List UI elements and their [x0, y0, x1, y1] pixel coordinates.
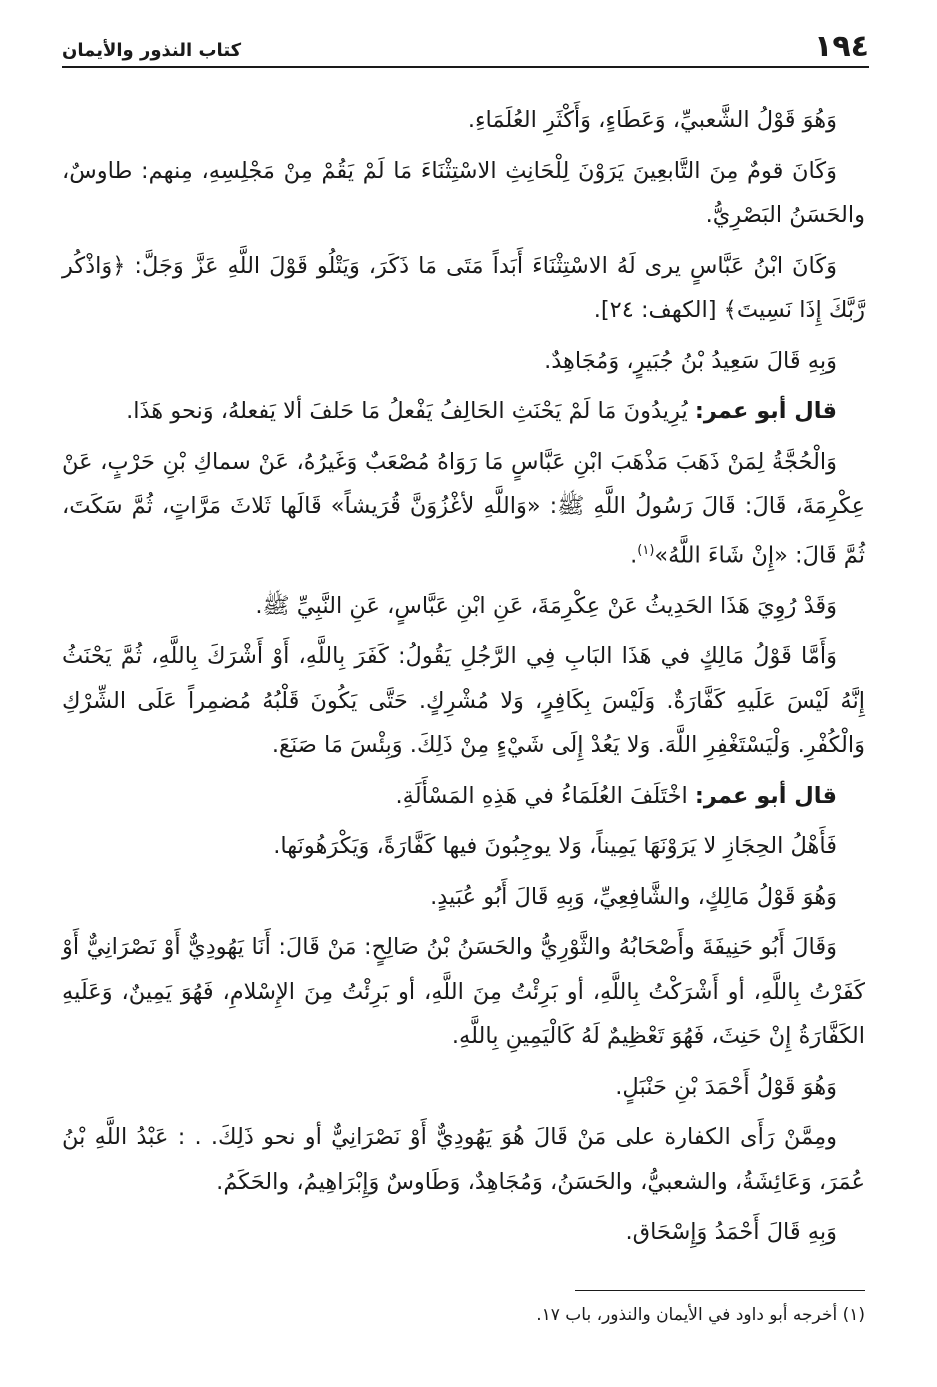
- paragraph: [62, 1210, 865, 1255]
- paragraph-text: فَأَهْلُ الحِجَازِ لا يَرَوْنَهَا يَمِيناً، وَلا يوجِبُونَ فيها كَفَّارَةً، وَيَكْرَهُونَها.: [273, 833, 837, 859]
- paragraph-text: ومِمَّنْ رَأَى الكفارة على مَنْ قَالَ هُوَ يَهُودِيٌّ أَوْ نَصْرَانِيٌّ أو نحو ذَلِكَ. . : عَبْدُ اللَّهِ بْنُ عُمَرَ، وَعَائِشَةُ، والشعبيُّ، والحَسَنُ، وَمُجَاهِدٌ، وَطَاوسٌ وَإِبْرَاهِيمُ، والحَكَمُ.: [62, 1124, 865, 1195]
- paragraph: [62, 98, 865, 143]
- paragraph-text: وَقَدْ رُوِيَ هَذَا الحَدِيثُ عَنْ عِكْرِمَةَ، عَنِ ابْنِ عَبَّاسٍ، عَنِ النَّبِيِّ ﷺ.: [255, 592, 837, 619]
- paragraph-text: وَأَمَّا قَوْلُ مَالِكٍ في هَذَا البَابِ فِي الرَّجُلِ يَقُولُ: كَفَرَ بِاللَّهِ، أَوْ أَشْرَكَ بِاللَّهِ، ثُمَّ يَحْنَثُ إِنَّهُ لَيْسَ عَلَيهِ كَفَّارَةٌ. وَلَيْسَ بِكَافِرٍ، وَلا مُشْرِكٍ. حَتَّى يَكُونَ قَلْبُهُ مُضمِراً عَلَى الشِّرْكِ وَالْكُفْرِ. وَلْيَسْتَغْفِرِ اللَّهَ. وَلا يَعُدْ إِلَى شَيْءٍ مِنْ ذَلِكَ. وَبِئْسَ مَا صَنَعَ.: [62, 643, 865, 758]
- paragraph: [62, 1065, 865, 1110]
- paragraph-text: وَالْحُجَّةُ لِمَنْ ذَهَبَ مَذْهَبَ ابْنِ عَبَّاسٍ مَا رَوَاهُ مُصْعَبٌ وَغَيرُهُ، عَنْ سماكِ بْنِ حَرْبٍ، عَنْ عِكْرِمَةَ، قَالَ: قَالَ رَسُولُ اللَّهِ ﷺ: «وَاللَّهِ لأغْزُوَنَّ قُرَيشاً» قَالَها ثَلاثَ مَرَّاتٍ، ثُمَّ سَكَتَ، ثُمَّ قَالَ: «إِنْ شَاءَ اللَّهُ»: [62, 448, 865, 568]
- paragraph-text: وَهُوَ قَوْلُ أَحْمَدَ بْنِ حَنْبَلٍ.: [615, 1073, 837, 1100]
- paragraph-text: اخْتَلَفَ العُلَمَاءُ في هَذِهِ المَسْأَلَةِ.: [395, 782, 688, 809]
- page-number: ١٩٤: [814, 29, 869, 64]
- paragraph-text: وَكَانَ قومٌ مِنَ التَّابعِينَ يَرَوْنَ لِلْحَانِثِ الاسْتِثْنَاءَ مَا لَمْ يَقُمْ مِنْ مَجْلِسِهِ، مِنهم: طاوسٌ، والحَسَنُ البَصْرِيُّ.: [62, 157, 865, 228]
- paragraph: [62, 339, 865, 384]
- paragraph: [62, 149, 865, 238]
- paragraph-text: وَبِهِ قَالَ أَحْمَدُ وَإِسْحَاق.: [625, 1219, 837, 1245]
- paragraph: [62, 925, 865, 1059]
- speaker-label: قال أبو عمر:: [694, 398, 837, 424]
- paragraph: [62, 244, 865, 333]
- footnote: (١) أخرجه أبو داود في الأيمان والنذور، باب ١٧.: [536, 1305, 865, 1325]
- footnote-divider: [575, 1290, 865, 1291]
- paragraph: [62, 875, 865, 920]
- body-text: [62, 98, 865, 1261]
- paragraph-text: وَكَانَ ابْنُ عَبَّاسٍ يرى لَهُ الاسْتِثْنَاءَ أَبَداً مَتَى مَا ذَكَرَ، وَيَتْلُو قَوْلَ اللَّهِ عَزَّ وَجَلَّ: ﴿وَاذْكُر رَّبَّكَ إِذَا نَسِيتَ﴾ [الكهف: ٢٤].: [62, 252, 865, 323]
- paragraph-text: وَهُوَ قَوْلُ الشَّعبيِّ، وَعَطَاءٍ، وَأَكْثَرِ العُلَمَاءِ.: [467, 107, 837, 133]
- paragraph-text: يُرِيدُونَ مَا لَمْ يَحْنَثِ الحَالِفُ يَفْعلُ مَا حَلفَ ألا يَفعلهُ، وَنحو هَذَا.: [126, 398, 688, 424]
- footnote-reference[interactable]: (١): [637, 542, 655, 558]
- paragraph: [62, 774, 865, 819]
- paragraph: [62, 634, 865, 768]
- paragraph: [62, 389, 865, 434]
- paragraph: [62, 440, 865, 578]
- book-title: كتاب النذور والأيمان: [62, 40, 242, 61]
- paragraph-tail: .: [630, 542, 638, 568]
- paragraph-text: وَهُوَ قَوْلُ مَالِكٍ، والشَّافِعِيِّ، وَبِهِ قَالَ أَبُو عُبَيدٍ.: [430, 883, 837, 910]
- paragraph-text: وَبِهِ قَالَ سَعِيدُ بْنُ جُبَيرٍ، وَمُجَاهِدٌ.: [544, 347, 837, 374]
- paragraph: [62, 584, 865, 629]
- paragraph: [62, 824, 865, 869]
- running-header: [62, 26, 869, 68]
- speaker-label: قال أبو عمر:: [694, 782, 837, 809]
- paragraph-text: وَقَالَ أَبُو حَنِيفَةَ وأَصْحَابُهُ والثَّوْرِيُّ والحَسَنُ بْنُ صَالِحٍ: مَنْ قَالَ: أَنَا يَهُودِيٌّ أَوْ نَصْرَانِيٌّ أَوْ كَفَرْتُ بِاللَّهِ، أو أَشْرَكْتُ بِاللَّهِ، أو بَرِئْتُ مِنَ اللَّهِ، أو بَرِئْتُ مِنَ الإِسْلامِ، فَهُوَ يَمِينٌ، وَعَلَيهِ الكَفَّارَةُ إِنْ حَنِثَ، فَهُوَ تَعْظِيمٌ لَهُ كَالْيَمِينِ بِاللَّهِ.: [62, 934, 865, 1049]
- paragraph: [62, 1115, 865, 1204]
